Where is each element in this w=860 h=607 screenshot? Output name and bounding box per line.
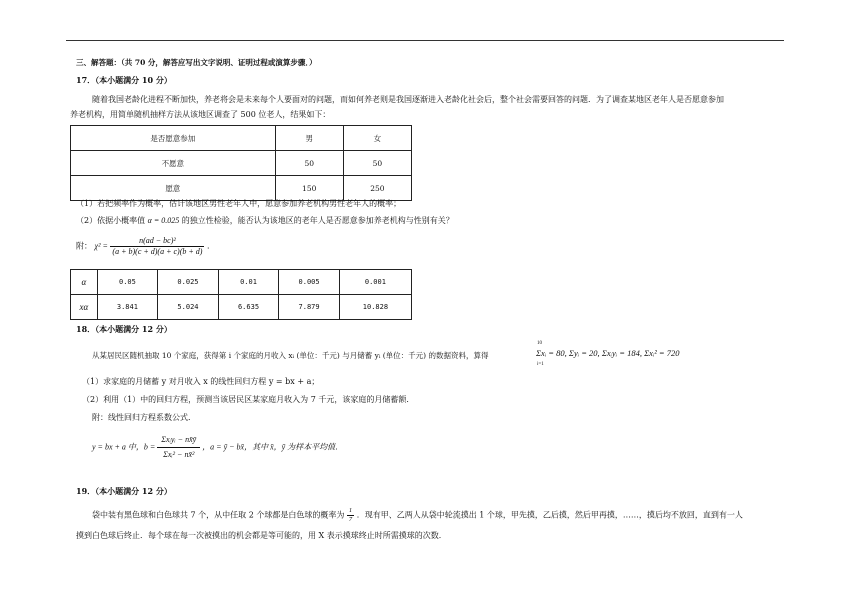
q17-title: 17．（本小题满分 10 分） xyxy=(76,75,172,85)
sum-x: Σxᵢ = 80, xyxy=(536,348,567,358)
q17-para1: 随着我国老龄化进程不断加快，养老将会是未来每个人要面对的问题，而如何养老则是我国逐渐进入老龄化社会后，整个社会需要回答的问题．为了调查某地区老年人是否愿意参加 xyxy=(92,95,724,104)
table-header-cell: 男 xyxy=(275,126,343,151)
table-header-row xyxy=(71,126,412,151)
probability-fraction xyxy=(347,507,354,524)
table-cell: 0.025 xyxy=(158,270,219,295)
chi-numerator: n(ad − bc)² xyxy=(110,236,204,247)
q19-para2: 摸到白色球后终止．每个球在每一次被摸出的机会都是等可能的，用 X 表示摸球终止时所需摸球的次数． xyxy=(76,531,447,540)
formula-lhs: y = bx + a 中，b = xyxy=(92,442,156,452)
appendix-label: 附： xyxy=(76,241,92,251)
table-row xyxy=(71,295,412,320)
table-cell: 250 xyxy=(343,176,411,201)
q18-part1: （1）求家庭的月储蓄 y 对月收入 x 的线性回归方程 y = bx + a； xyxy=(82,377,320,386)
regression-formula xyxy=(92,433,343,461)
survey-table xyxy=(70,125,412,201)
sum-xy: Σxᵢyᵢ = 184, xyxy=(601,348,642,358)
table-row xyxy=(71,151,412,176)
table-cell: 5.024 xyxy=(158,295,219,320)
table-cell: 10.828 xyxy=(339,295,411,320)
table-cell: 3.841 xyxy=(97,295,158,320)
table-cell: 0.001 xyxy=(339,270,411,295)
q18-part2: （2）利用（1）中的回归方程，预测当该居民区某家庭月收入为 7 千元，该家庭的月储蓄额． xyxy=(82,395,415,404)
b-denominator: Σxᵢ² − nx̄² xyxy=(163,449,195,459)
table-cell: 0.005 xyxy=(279,270,340,295)
critical-value-table xyxy=(70,269,412,320)
sum-y: Σyᵢ = 20, xyxy=(568,348,600,358)
sum-expressions xyxy=(536,349,680,358)
q17-part2-b: 的独立性检验，能否认为该地区的老年人是否愿意参加养老机构与性别有关？ xyxy=(181,216,454,225)
alpha-value: α = 0.025 xyxy=(147,216,180,225)
table-row xyxy=(71,176,412,201)
chi-fraction xyxy=(110,236,204,258)
fraction-numerator: 1 xyxy=(348,507,353,514)
q19-para1 xyxy=(92,507,743,524)
sum-upper-limit: 10 xyxy=(537,341,542,346)
section-header: 三、解答题：（共 70 分，解答应写出文字说明、证明过程或演算步骤．） xyxy=(76,58,317,67)
table-cell: 0.01 xyxy=(218,270,279,295)
sum-lower-limit: i=1 xyxy=(537,362,544,367)
chi-end: ． xyxy=(206,241,215,251)
q17-para2: 养老机构，用简单随机抽样方法从该地区调查了 500 位老人，结果如下： xyxy=(70,110,331,119)
chi-denominator: (a + b)(c + d)(a + c)(b + d) xyxy=(112,247,203,257)
q18-title: 18．（本小题满分 12 分） xyxy=(76,324,172,334)
table-cell: 50 xyxy=(275,151,343,176)
table-cell: 不愿意 xyxy=(71,151,276,176)
table-header-cell: 女 xyxy=(343,126,411,151)
formula-rhs: ，a = ȳ − bx̄，其中 x̄，ȳ 为样本平均值． xyxy=(202,442,344,452)
x-row-label: xα xyxy=(71,295,98,320)
table-cell: 6.635 xyxy=(218,295,279,320)
q19-title: 19．（本小题满分 12 分） xyxy=(76,486,172,496)
table-cell: 愿意 xyxy=(71,176,276,201)
q17-part1: （1）若把频率作为概率，估计该地区男性老年人中，愿意参加养老机构男性老年人的概率； xyxy=(76,199,402,208)
alpha-row-label: α xyxy=(71,270,98,295)
chi-lhs: χ² = xyxy=(94,241,108,251)
chi-square-formula xyxy=(76,236,215,258)
q17-part2 xyxy=(76,217,454,226)
q19-para1-b: ．现有甲、乙两人从袋中轮流摸出 1 个球，甲先摸，乙后摸，然后甲再摸，……，摸后均不放回，直到有一人 xyxy=(356,510,743,520)
table-cell: 7.879 xyxy=(279,295,340,320)
table-cell: 150 xyxy=(275,176,343,201)
q18-para1: 从某居民区随机抽取 10 个家庭，获得第 i 个家庭的月收入 xᵢ (单位：千元) 与月储蓄 yᵢ (单位：千元) 的数据资料，算得 xyxy=(92,351,489,360)
q17-part2-a: （2）依据小概率值 xyxy=(76,216,146,225)
q18-appendix: 附：线性回归方程系数公式． xyxy=(92,413,196,422)
table-row xyxy=(71,270,412,295)
q19-para1-a: 袋中装有黑色球和白色球共 7 个，从中任取 2 个球都是白色球的概率为 xyxy=(92,510,345,520)
b-numerator: Σxᵢyᵢ − nx̄ȳ xyxy=(157,433,200,448)
table-cell: 0.05 xyxy=(97,270,158,295)
table-cell: 50 xyxy=(343,151,411,176)
top-rule xyxy=(66,40,784,41)
sum-x2: Σxᵢ² = 720 xyxy=(644,348,680,358)
b-fraction xyxy=(157,433,200,461)
fraction-denominator: 7 xyxy=(348,515,353,523)
table-header-cell: 是否愿意参加 xyxy=(71,126,276,151)
